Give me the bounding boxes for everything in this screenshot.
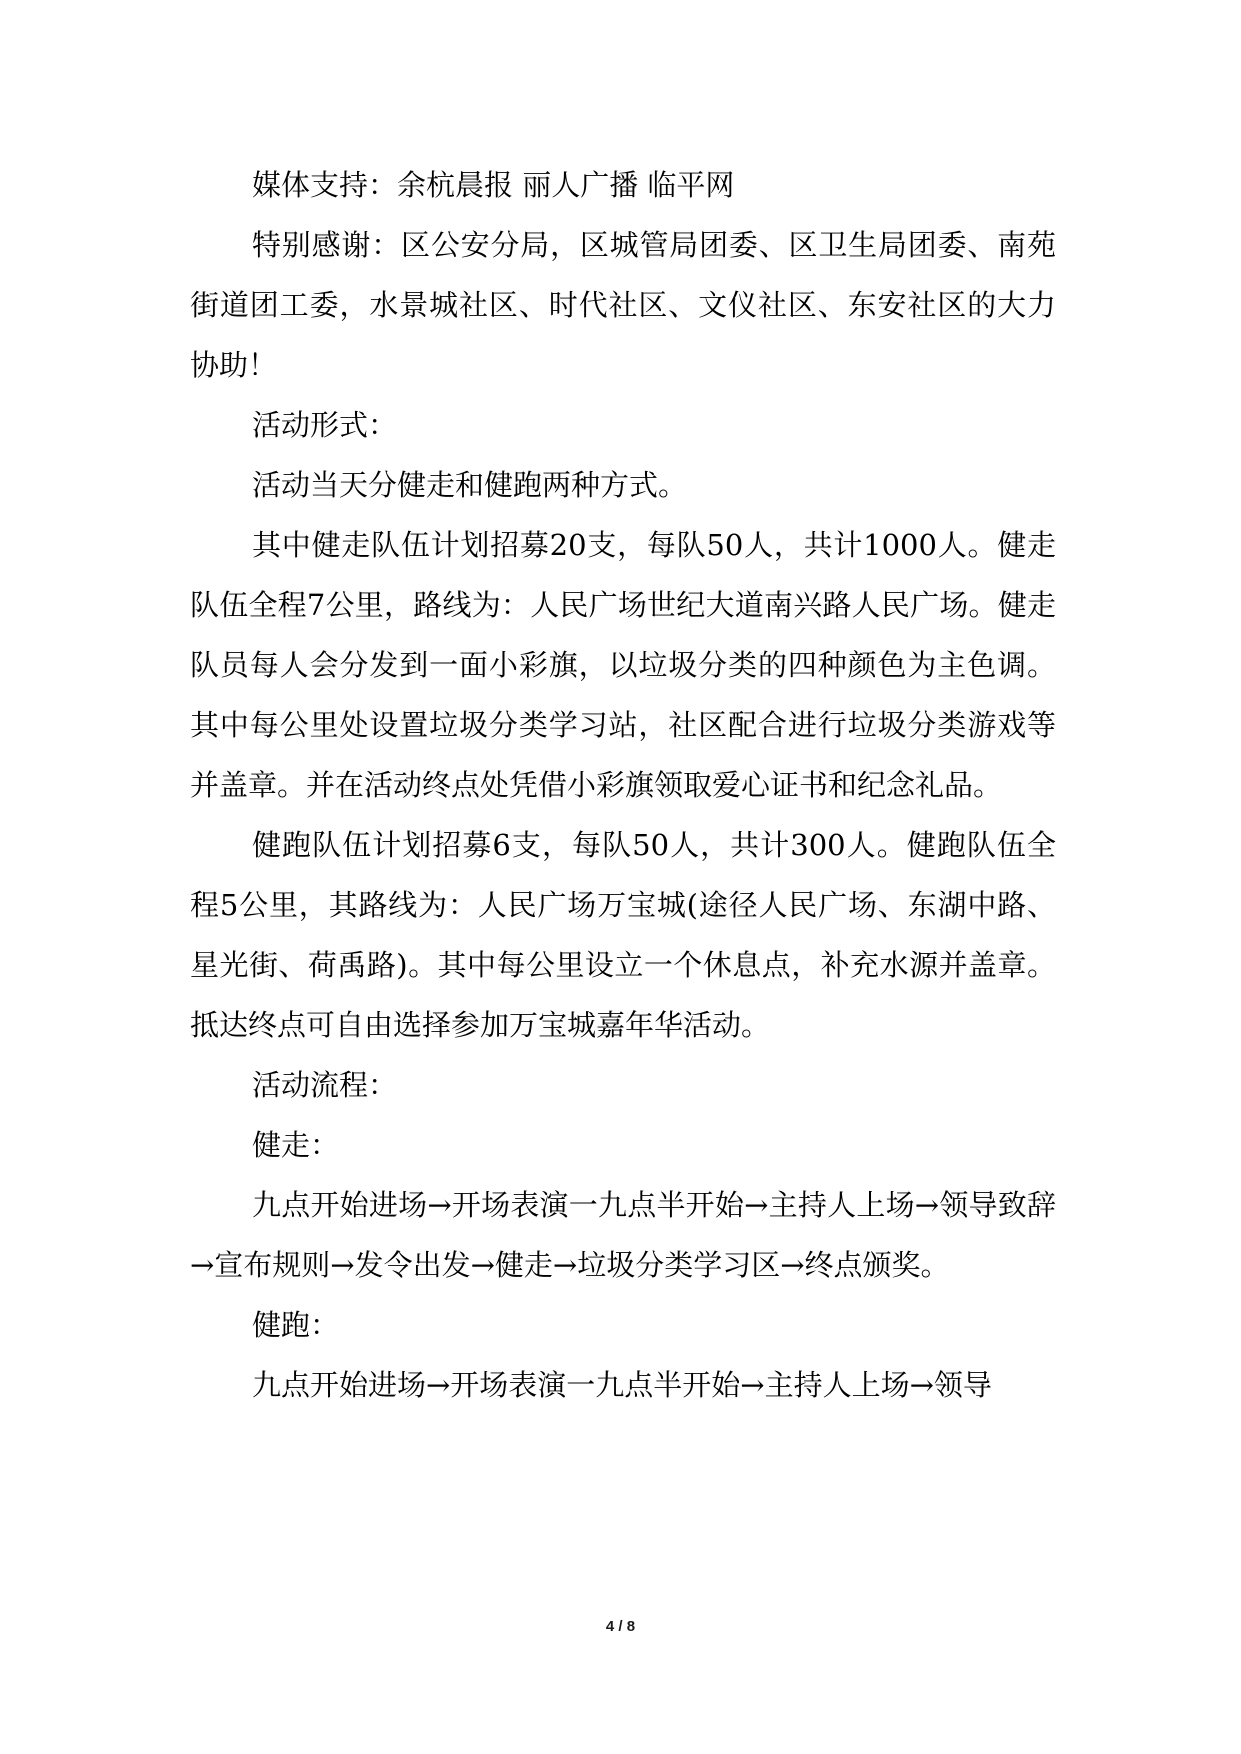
heading-activity-process: 活动流程： — [252, 1068, 398, 1102]
paragraph-walking-process: 九点开始进场→开场表演一九点半开始→主持人上场→领导致辞→宣布规则→发令出发→健走→垃圾分类学习区→终点颁奖。 — [190, 1188, 1056, 1282]
paragraph-running-teams: 健跑队伍计划招募6支，每队50人，共计300人。健跑队伍全程5公里，其路线为：人民广场万宝城(途径人民广场、东湖中路、星光街、荷禹路)。其中每公里设立一个休息点，补充水源并盖章。抵达终点可自由选择参加万宝城嘉年华活动。 — [190, 828, 1056, 1042]
paragraph-activity-modes: 活动当天分健走和健跑两种方式。 — [252, 468, 688, 502]
paragraph-running-process: 九点开始进场→开场表演一九点半开始→主持人上场→领导 — [252, 1368, 992, 1402]
paragraph-walking-teams: 其中健走队伍计划招募20支，每队50人，共计1000人。健走队伍全程7公里，路线为：人民广场世纪大道南兴路人民广场。健走队员每人会分发到一面小彩旗，以垃圾分类的四种颜色为主色调。其中每公里处设置垃圾分类学习站，社区配合进行垃圾分类游戏等并盖章。并在活动终点处凭借小彩旗领取爱心证书和纪念礼品。 — [190, 528, 1056, 802]
paragraph-special-thanks: 特别感谢：区公安分局，区城管局团委、区卫生局团委、南苑街道团工委，水景城社区、时代社区、文仪社区、东安社区的大力协助！ — [190, 228, 1056, 382]
page-number: 4 / 8 — [605, 1618, 636, 1635]
heading-activity-format: 活动形式： — [252, 408, 398, 442]
paragraph-media-support: 媒体支持：余杭晨报 丽人广播 临平网 — [252, 168, 735, 202]
heading-walking: 健走： — [252, 1128, 340, 1162]
document-body — [190, 155, 1056, 1415]
heading-running: 健跑： — [252, 1308, 340, 1342]
